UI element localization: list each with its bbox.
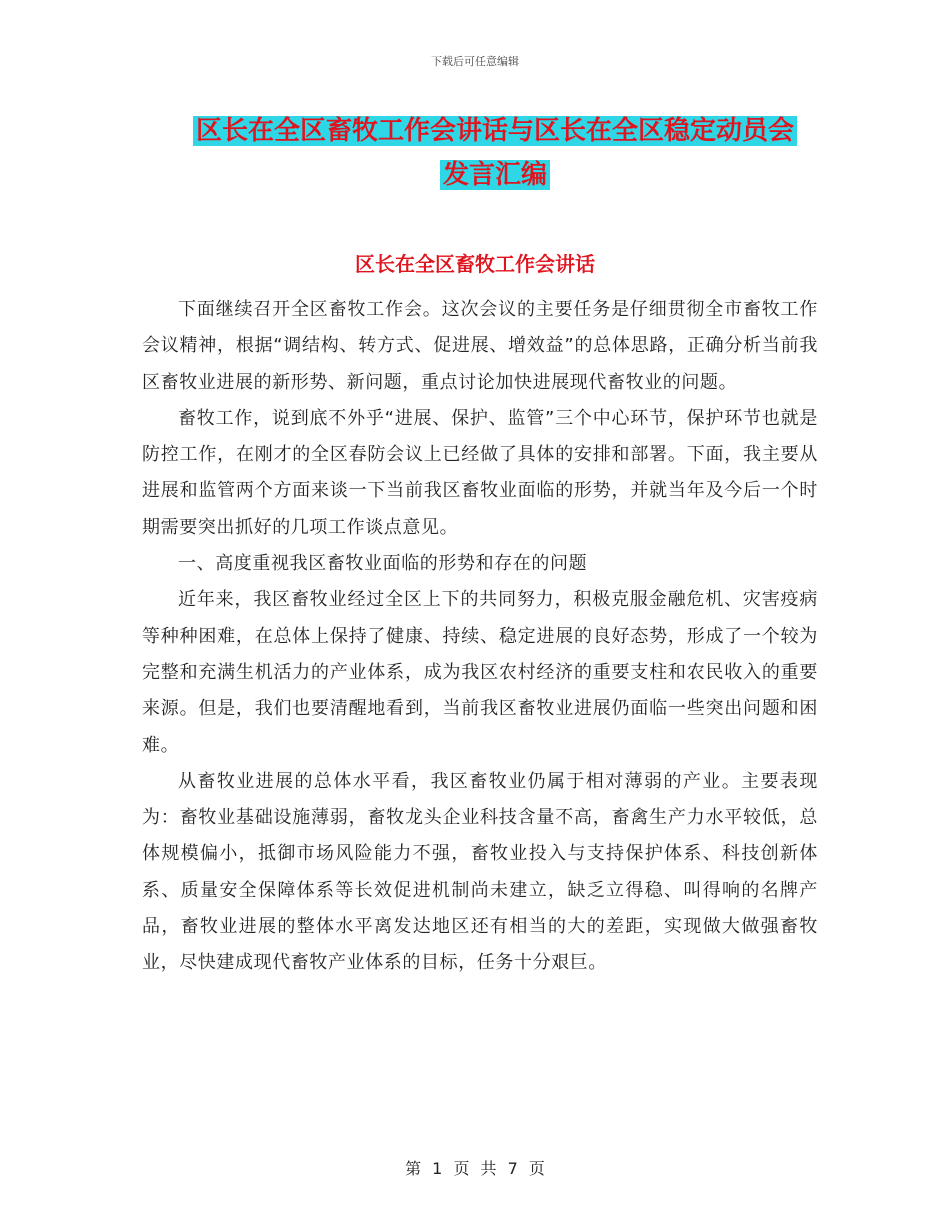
paragraph-2: 畜牧工作，说到底不外乎“进展、保护、监管”三个中心环节，保护环节也就是防控工作，在刚才的全区春防会议上已经做了具体的安排和部署。下面，我主要从进展和监管两个方面来谈一下当前我区畜牧业面临的形势，并就当年及今后一个时期需要突出抓好的几项工作谈点意见。 [142, 407, 818, 538]
page-number-footer: 第 1 页 共 7 页 [405, 1159, 545, 1178]
section-title: 区长在全区畜牧工作会讲话 [355, 252, 595, 276]
paragraph-4: 近年来，我区畜牧业经过全区上下的共同努力，积极克服金融危机、灾害疫病等种种困难，在总体上保持了健康、持续、稳定进展的良好态势，形成了一个较为完整和充满生机活力的产业体系，成为我区农村经济的重要支柱和农民收入的重要来源。但是，我们也要清醒地看到，当前我区畜牧业进展仍面临一些突出问题和困难。 [142, 589, 818, 756]
paragraph-3-heading: 一、高度重视我区畜牧业面临的形势和存在的问题 [178, 553, 588, 575]
document-title-text-2: 发言汇编 [440, 160, 550, 190]
document-title-text-1: 区长在全区畜牧工作会讲话与区长在全区稳定动员会 [193, 116, 797, 146]
header-note: 下载后可任意编辑 [431, 55, 519, 68]
document-title-line-2 [190, 152, 800, 198]
document-body [142, 292, 818, 982]
document-title-line-1 [190, 108, 800, 154]
paragraph-1: 下面继续召开全区畜牧工作会。这次会议的主要任务是仔细贯彻全市畜牧工作会议精神，根据“调结构、转方式、促进展、增效益”的总体思路，正确分析当前我区畜牧业进展的新形势、新问题，重点讨论加快进展现代畜牧业的问题。 [142, 299, 818, 393]
paragraph-5: 从畜牧业进展的总体水平看，我区畜牧业仍属于相对薄弱的产业。主要表现为：畜牧业基础设施薄弱，畜牧龙头企业科技含量不高，畜禽生产力水平较低，总体规模偏小，抵御市场风险能力不强，畜牧业投入与支持保护体系、科技创新体系、质量安全保障体系等长效促进机制尚未建立，缺乏立得稳、叫得响的名牌产品，畜牧业进展的整体水平离发达地区还有相当的大的差距，实现做大做强畜牧业，尽快建成现代畜牧产业体系的目标，任务十分艰巨。 [142, 770, 818, 974]
